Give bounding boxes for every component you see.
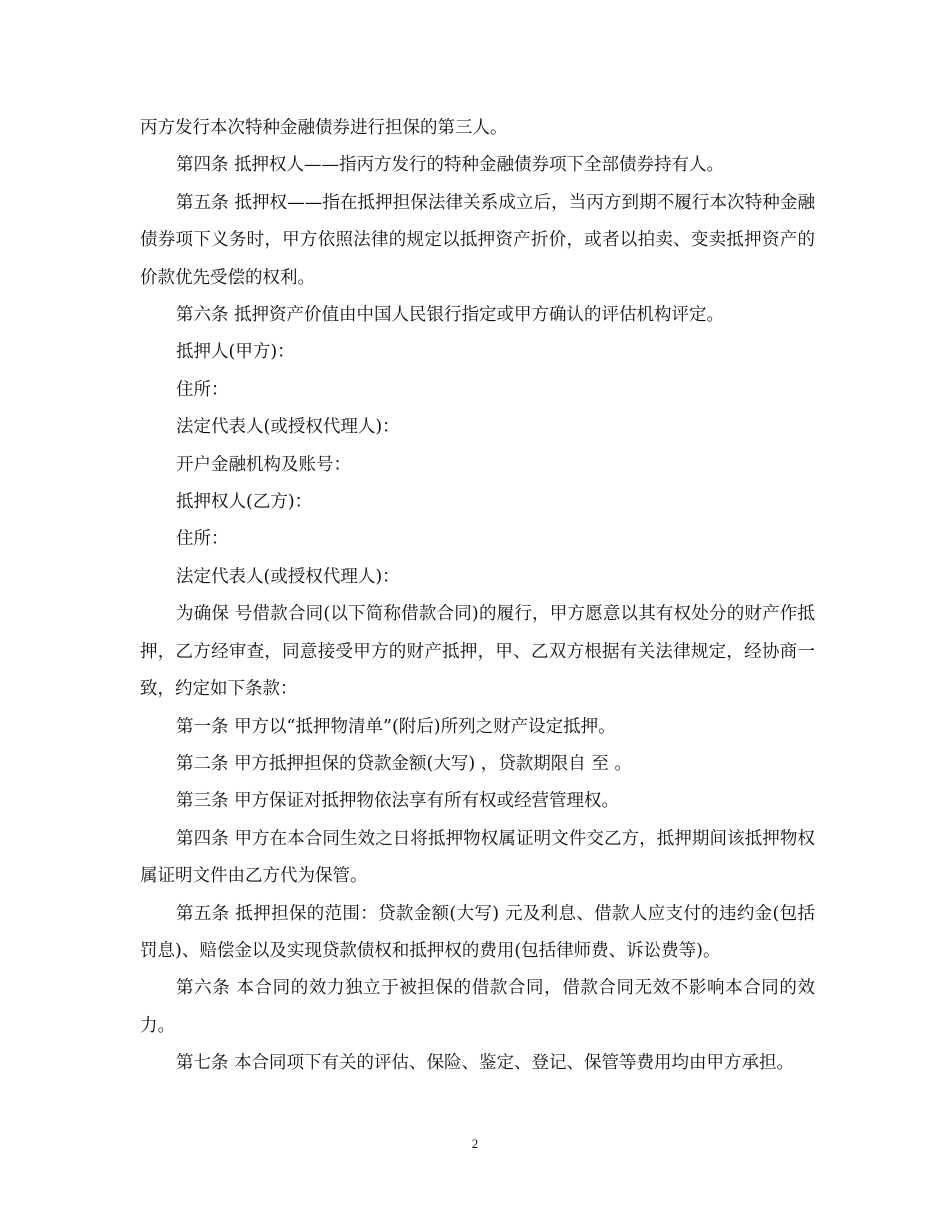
paragraph: 开户金融机构及账号： [176,454,351,475]
paragraph: 抵押权人(乙方)： [176,492,313,513]
document-body [140,110,815,1083]
paragraph: 第五条 抵押权——指在抵押担保法律关系成立后，当丙方到期不履行本次特种金融债券项下义务时，甲方依照法律的规定以抵押资产折价，或者以拍卖、变卖抵押资产的价款优先受偿的权利。 [140,192,815,288]
paragraph: 法定代表人(或授权代理人)： [176,417,400,438]
paragraph: 住所： [176,379,229,400]
paragraph: 第五条 抵押担保的范围：贷款金额(大写) 元及利息、借款人应支付的违约金(包括罚息)、赔偿金以及实现贷款债权和抵押权的费用(包括律师费、诉讼费等)。 [140,903,815,961]
paragraph: 为确保 号借款合同(以下简称借款合同)的履行，甲方愿意以其有权处分的财产作抵押，乙方经审查，同意接受甲方的财产抵押，甲、乙双方根据有关法律规定，经协商一致，约定如下条款： [140,604,815,700]
paragraph: 第七条 本合同项下有关的评估、保险、鉴定、登记、保管等费用均由甲方承担。 [176,1053,795,1074]
paragraph: 抵押人(甲方)： [176,342,295,363]
paragraph: 第六条 抵押资产价值由中国人民银行指定或甲方确认的评估机构评定。 [176,305,725,326]
paragraph: 第六条 本合同的效力独立于被担保的借款合同，借款合同无效不影响本合同的效力。 [140,978,815,1036]
paragraph: 第二条 甲方抵押担保的贷款金额(大写) ，贷款期限自 至 。 [176,753,632,774]
paragraph: 第四条 甲方在本合同生效之日将抵押物权属证明文件交乙方，抵押期间该抵押物权属证明文件由乙方代为保管。 [140,828,815,887]
paragraph: 住所： [176,529,229,550]
paragraph: 法定代表人(或授权代理人)： [176,566,400,587]
paragraph: 第三条 甲方保证对抵押物依法享有所有权或经营管理权。 [176,791,620,812]
page-number: 2 [471,1136,479,1151]
paragraph: 丙方发行本次特种金融债券进行担保的第三人。 [140,118,508,138]
paragraph: 第一条 甲方以“抵押物清单”(附后)所列之财产设定抵押。 [176,716,616,737]
paragraph: 第四条 抵押权人——指丙方发行的特种金融债券项下全部债券持有人。 [176,155,725,176]
